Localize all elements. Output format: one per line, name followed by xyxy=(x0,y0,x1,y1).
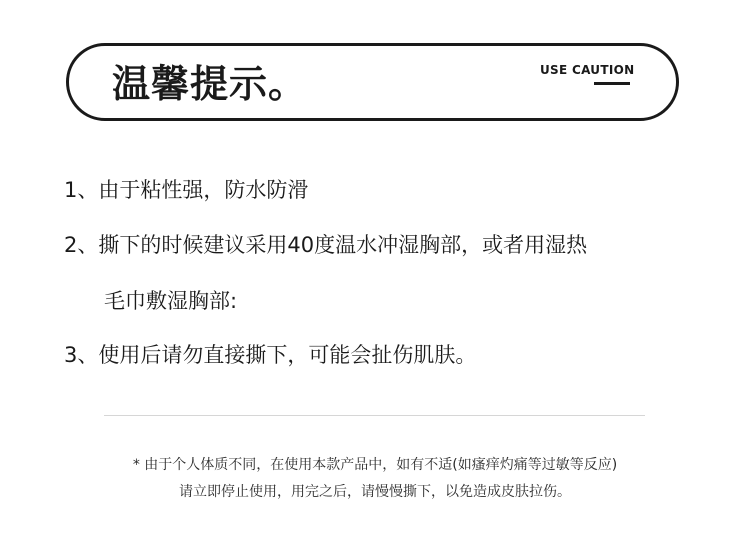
tip-item-1: 1、由于粘性强，防水防滑 xyxy=(64,178,309,202)
tip-item-3: 3、使用后请勿直接撕下，可能会扯伤肌肤。 xyxy=(64,343,477,367)
tip-item-2-continuation: 毛巾敷湿胸部: xyxy=(104,289,238,313)
page-title: 温馨提示。 xyxy=(112,62,308,106)
divider xyxy=(104,415,645,416)
caution-underline xyxy=(594,82,630,85)
footnote-line-1: * 由于个人体质不同，在使用本款产品中，如有不适(如瘙痒灼痛等过敏等反应) xyxy=(132,457,618,473)
tip-item-2: 2、撕下的时候建议采用40度温水冲湿胸部，或者用湿热 xyxy=(64,233,588,257)
footnote-line-2: 请立即停止使用，用完之后，请慢慢撕下，以免造成皮肤拉伤。 xyxy=(179,484,571,500)
caution-label: USE CAUTION xyxy=(540,63,635,77)
